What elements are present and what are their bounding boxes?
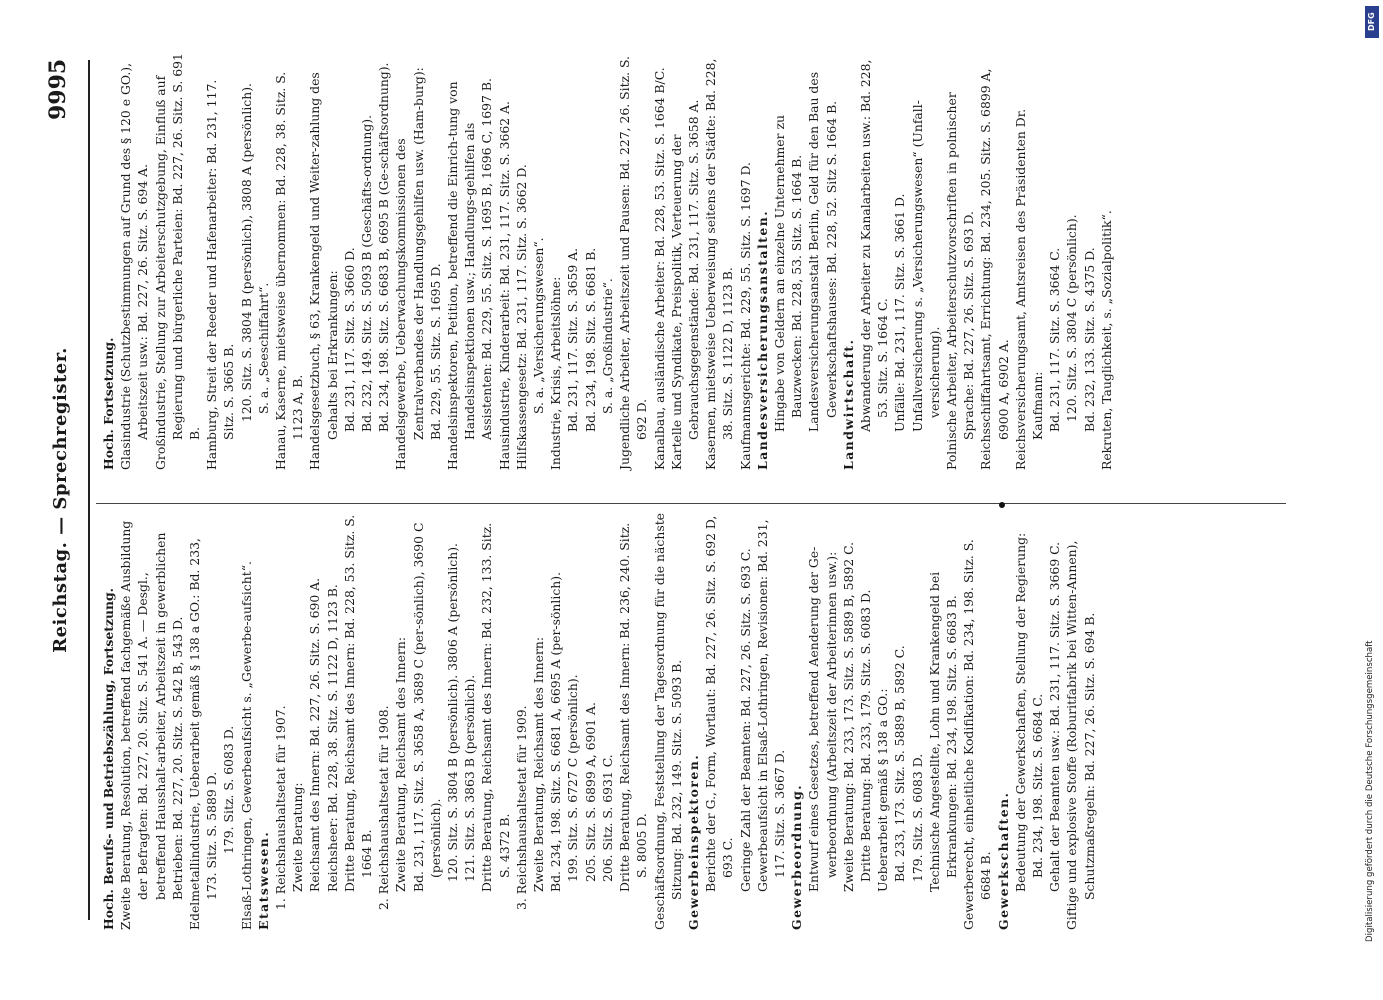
- register-entry: Bd. 234, 198. Sitz. S. 6681 A, 6695 A (per-sönlich).: [548, 571, 564, 892]
- register-entry: Reichsversicherungsamt, Amtsreisen des Präsidenten Dr. Kaufmann:: [1012, 108, 1045, 470]
- register-entry: Zweite Beratung: Bd. 233, 173. Sitz. S. 5889 B, 5892 C.: [840, 541, 856, 892]
- register-entry: Bd. 233, 173. Sitz. S. 5889 B, 5892 C.: [892, 645, 908, 882]
- register-entry: Hingabe von Geldern an einzelne Unternehmer zu Bauzwecken: Bd. 228, 53. Sitz. S. 1664 B.: [771, 114, 805, 432]
- ink-dot: [999, 502, 1005, 508]
- register-entry: Bd. 234, 198. Sitz. S. 6681 B.: [582, 247, 598, 432]
- register-entry: 179. Sitz. S. 6083 D.: [909, 753, 925, 882]
- register-entry: Ueberarbeit gemäß § 138 a GO.:: [875, 688, 891, 892]
- register-entry: 179. Sitz. S. 6083 D.: [221, 725, 237, 854]
- register-entry: Gewerbeaufsicht in Elsaß-Lothringen, Revisionen: Bd. 231, 117. Sitz. S. 3667 D.: [754, 519, 787, 892]
- register-entry: Handelsgewerbe, Ueberwachungskommissionen des Zentralverbandes der Handlungsgehilfen usw. (Ham-burg): Bd. 229, 55. Sitz. S. 1695 D.: [393, 67, 443, 470]
- register-entry: Rekruten, Tauglichkeit, s. „Sozialpolitik“.: [1098, 210, 1114, 470]
- register-entry: Jugendliche Arbeiter, Arbeitszeit und Pausen: Bd. 227, 26. Sitz. S. 692 D.: [617, 56, 650, 470]
- margin-note: [1362, 12, 1378, 988]
- register-entry: Etatswesen.: [255, 830, 271, 930]
- register-entry: S. a. „Versicherungswesen“.: [531, 237, 547, 414]
- left-column: [100, 512, 1098, 930]
- register-entry: Handelsgesetzbuch, § 63, Krankengeld und Weiter-zahlung des Gehalts bei Erkrankungen:: [307, 72, 340, 470]
- register-entry: Reichsschiffahrtsamt, Errichtung: Bd. 234, 205. Sitz. S. 6899 A, 6900 A, 6902 A.: [978, 68, 1011, 470]
- register-entry: 121. Sitz. S. 3863 B (persönlich).: [462, 674, 478, 882]
- right-column: [100, 52, 1115, 470]
- register-entry: Gehalt der Beamten usw.: Bd. 231, 117. Sitz. S. 3669 C.: [1047, 541, 1063, 892]
- register-entry: Gewerkschaften.: [995, 791, 1011, 930]
- register-entry: Großindustrie, Stellung zur Arbeiterschutzgebung, Einfluß auf Regierung und bürgerliche Parteien: Bd. 227, 26. Sitz. S. 691 B.: [152, 53, 203, 470]
- register-entry: Handelsinspektoren, Petition, betreffend die Einrich-tung von Handelsinspektionen usw.; Handlungs-gehilfen als Assistenten: Bd. 229, 55. Sitz. S. 1695 B, 1696 C, 1697 B.: [445, 78, 495, 470]
- register-entry: Berichte der G., Form, Wortlaut: Bd. 227, 26. Sitz. S. 692 D, 693 C.: [703, 515, 736, 892]
- register-entry: Zweite Beratung, Resolution, betreffend fachgemäße Ausbildung der Befragten: Bd. 227, 20. Sitz. S. 541 A. — Desgl., betreffend Hausshalt-arbeiter, Arbeitszeit in gewerblichen Betrieben: Bd. 227, 20. Sitz. S. 542 B, 543 D.: [118, 520, 185, 930]
- register-entry: Dritte Beratung, Reichsamt des Innern: Bd. 236, 240. Sitz. S. 8005 D.: [617, 522, 650, 892]
- register-entry: 3. Reichshaushaltsetat für 1909.: [513, 705, 529, 910]
- register-entry: Zweite Beratung:: [290, 782, 306, 892]
- register-entry: Reichsheer: Bd. 228, 38. Sitz. S. 1122 D, 1123 B.: [324, 584, 340, 892]
- register-entry: Landwirtschaft.: [840, 338, 856, 470]
- register-entry: Edelmetallindustrie, Ueberarbeit gemäß § 138 a GO.: Bd. 233, 173. Sitz. S. 5889 D.: [187, 538, 220, 930]
- register-entry: Zweite Beratung, Reichsamt des Innern:: [531, 636, 547, 892]
- register-entry: Unfälle: Bd. 231, 117. Sitz. S. 3661 D.: [892, 193, 908, 432]
- running-title: Reichstag. — Sprechregister.: [50, 347, 71, 653]
- register-entry: S. a. „Seeschiffahrt“.: [255, 282, 271, 414]
- register-entry: Bd. 231, 117. Sitz. S. 3664 C.: [1047, 247, 1063, 432]
- register-entry: Bd. 231, 117. Sitz. S. 3658 A, 3689 C (per-sönlich), 3690 C (persönlich).: [410, 522, 443, 892]
- register-entry: Polnische Arbeiter, Arbeiterschutzvorschriften in polnischer Sprache: Bd. 227, 26. Sitz. S. 693 D.: [943, 92, 977, 470]
- header-rule: [88, 60, 90, 920]
- register-entry: Bd. 232, 133. Sitz. S. 4375 D.: [1081, 247, 1097, 432]
- register-entry: 199. Sitz. S. 6727 C (persönlich).: [565, 674, 581, 882]
- register-entry: Hanau, Kaserne, mietsweise übernommen: Bd. 228, 38. Sitz. S. 1123 A, B.: [273, 71, 306, 470]
- register-entry: 1. Reichshaushaltsetat für 1907.: [273, 705, 289, 910]
- register-entry: Hamburg, Streit der Reeder und Hafenarbeiter: Bd. 231, 117. Sitz. S. 3665 B.: [204, 79, 237, 470]
- register-entry: Bedeutung der Gewerkschaften, Stellung der Regierung: Bd. 234, 198. Sitz. S. 6684 C.: [1012, 532, 1045, 892]
- page-number: 9995: [45, 58, 71, 120]
- register-entry: Gewerbeinspektoren.: [685, 753, 701, 930]
- register-entry: Landesversicherungsanstalt Berlin, Geld für den Bau des Gewerkschaftshauses: Bd. 228, 52. Sitz S. 1664 B.: [806, 71, 839, 432]
- register-entry: 2. Reichshaushaltsetat für 1908.: [376, 705, 392, 910]
- register-entry: Hoch. Fortsetzung.: [101, 337, 116, 470]
- register-entry: 206. Sitz. S. 6931 C.: [599, 754, 615, 882]
- register-entry: Hilfskassengesetz: Bd. 231, 117. Sitz. S. 3662 D.: [513, 164, 529, 470]
- register-entry: Geschäftsordnung, Feststellung der Tagesordnung für die nächste Sitzung: Bd. 232, 149. Sitz. S. 5093 B.: [651, 512, 684, 930]
- register-entry: Dritte Beratung: Bd. 233, 179. Sitz. S. 6083 D.: [857, 589, 873, 882]
- register-entry: Glasindustrie (Schutzbestimmungen auf Grund des § 120 e GO.), Arbeitszeit usw.: Bd. 227, 26. Sitz. S. 694 A.: [118, 62, 151, 470]
- register-entry: Industrie, Krisis, Arbeitslöhne:: [548, 276, 564, 470]
- register-entry: Geringe Zahl der Beamten: Bd. 227, 26. Sitz. S. 693 C.: [737, 548, 753, 892]
- register-entry: Bd. 231, 117. Sitz. S. 3659 A.: [565, 247, 581, 432]
- register-entry: Gewerberecht, einheitliche Kodifikation: Bd. 234, 198. Sitz. S. 6684 B.: [961, 539, 994, 930]
- register-entry: 120. Sitz. S. 3804 B (persönlich), 3808 A (persönlich).: [238, 83, 254, 422]
- column-divider: [96, 503, 1286, 504]
- digitization-credit: Digitalisierung gefördert durch die Deutsche Forschungsgemeinschaft: [1365, 640, 1375, 942]
- register-entry: 120. Sitz. S. 3804 B (persönlich). 3806 A (persönlich).: [445, 543, 461, 882]
- register-entry: Bd. 232, 149. Sitz. S. 5093 B (Geschäfts-ordnung).: [359, 114, 375, 432]
- register-entry: 120. Sitz. S. 3804 C (persönlich).: [1064, 214, 1080, 422]
- register-entry: Kanalbau, ausländische Arbeiter: Bd. 228, 53. Sitz. S. 1664 B/C.: [651, 67, 667, 470]
- register-entry: Giftige und explosive Stoffe (Roburitfabrik bei Witten-Annen), Schutzmaßregeln: Bd. 227, 26. Sitz. S. 694 B.: [1064, 540, 1097, 930]
- register-entry: Kasernen, mietsweise Ueberweisung seitens der Städte: Bd. 228, 38. Sitz. S. 1122 D, 1123 B.: [703, 58, 736, 470]
- register-entry: Reichsamt des Innern: Bd. 227, 26. Sitz. S. 690 A.: [307, 577, 323, 892]
- register-entry: Kartelle und Syndikate, Preispolitik, Verteuerung der Gebrauchsgegenstände: Bd. 231, 117. Sitz. S. 3658 A.: [668, 99, 701, 470]
- register-entry: S. a. „Großindustrie“.: [599, 278, 615, 414]
- register-entry: Gewerbeordnung.: [789, 783, 805, 930]
- register-entry: Dritte Beratung, Reichsamt des Innern: Bd. 232, 133. Sitz. S. 4372 B.: [479, 522, 512, 892]
- register-entry: Entwurf eines Gesetzes, betreffend Aenderung der Ge-werbeordnung (Arbeitszeit der Arbeiterinnen usw.):: [806, 546, 839, 892]
- register-entry: Abwanderung der Arbeiter zu Kanalarbeiten usw.: Bd. 228, 53. Sitz. S. 1664 C.: [857, 59, 891, 432]
- register-entry: Elsaß-Lothringen, Gewerbeaufsicht s. „Gewerbe-aufsicht“.: [238, 561, 254, 930]
- register-entry: Kaufmannsgerichte: Bd. 229, 55. Sitz. S. 1697 D.: [737, 162, 753, 470]
- register-entry: Technische Angestellte, Lohn und Krankengeld bei Erkrankungen: Bd. 234, 198. Sitz. S. 6683 B.: [926, 571, 959, 892]
- register-entry: Unfallversicherung s. „Versicherungswesen“ (Unfall-versicherung).: [909, 100, 942, 432]
- dfg-logo: DFG: [1365, 6, 1379, 38]
- register-entry: Bd. 234, 198. Sitz. S. 6683 B, 6695 B (Ge-schäftsordnung).: [376, 62, 392, 432]
- register-entry: Dritte Beratung, Reichsamt des Innern: Bd. 228, 53. Sitz. S. 1664 B.: [341, 514, 375, 892]
- register-entry: Zweite Beratung, Reichsamt des Innern:: [393, 636, 409, 892]
- register-entry: Landesversicherungsanstalten.: [754, 209, 770, 470]
- register-entry: 205. Sitz. S. 6899 A, 6901 A.: [582, 702, 598, 882]
- register-entry: Hoch. Berufs- und Betriebszählung, Fortsetzung.: [101, 588, 116, 930]
- register-entry: Bd. 231, 117. Sitz. S. 3660 D.: [341, 247, 357, 432]
- register-entry: Hausindustrie, Kinderarbeit: Bd. 231, 117. Sitz. S. 3662 A.: [496, 101, 512, 470]
